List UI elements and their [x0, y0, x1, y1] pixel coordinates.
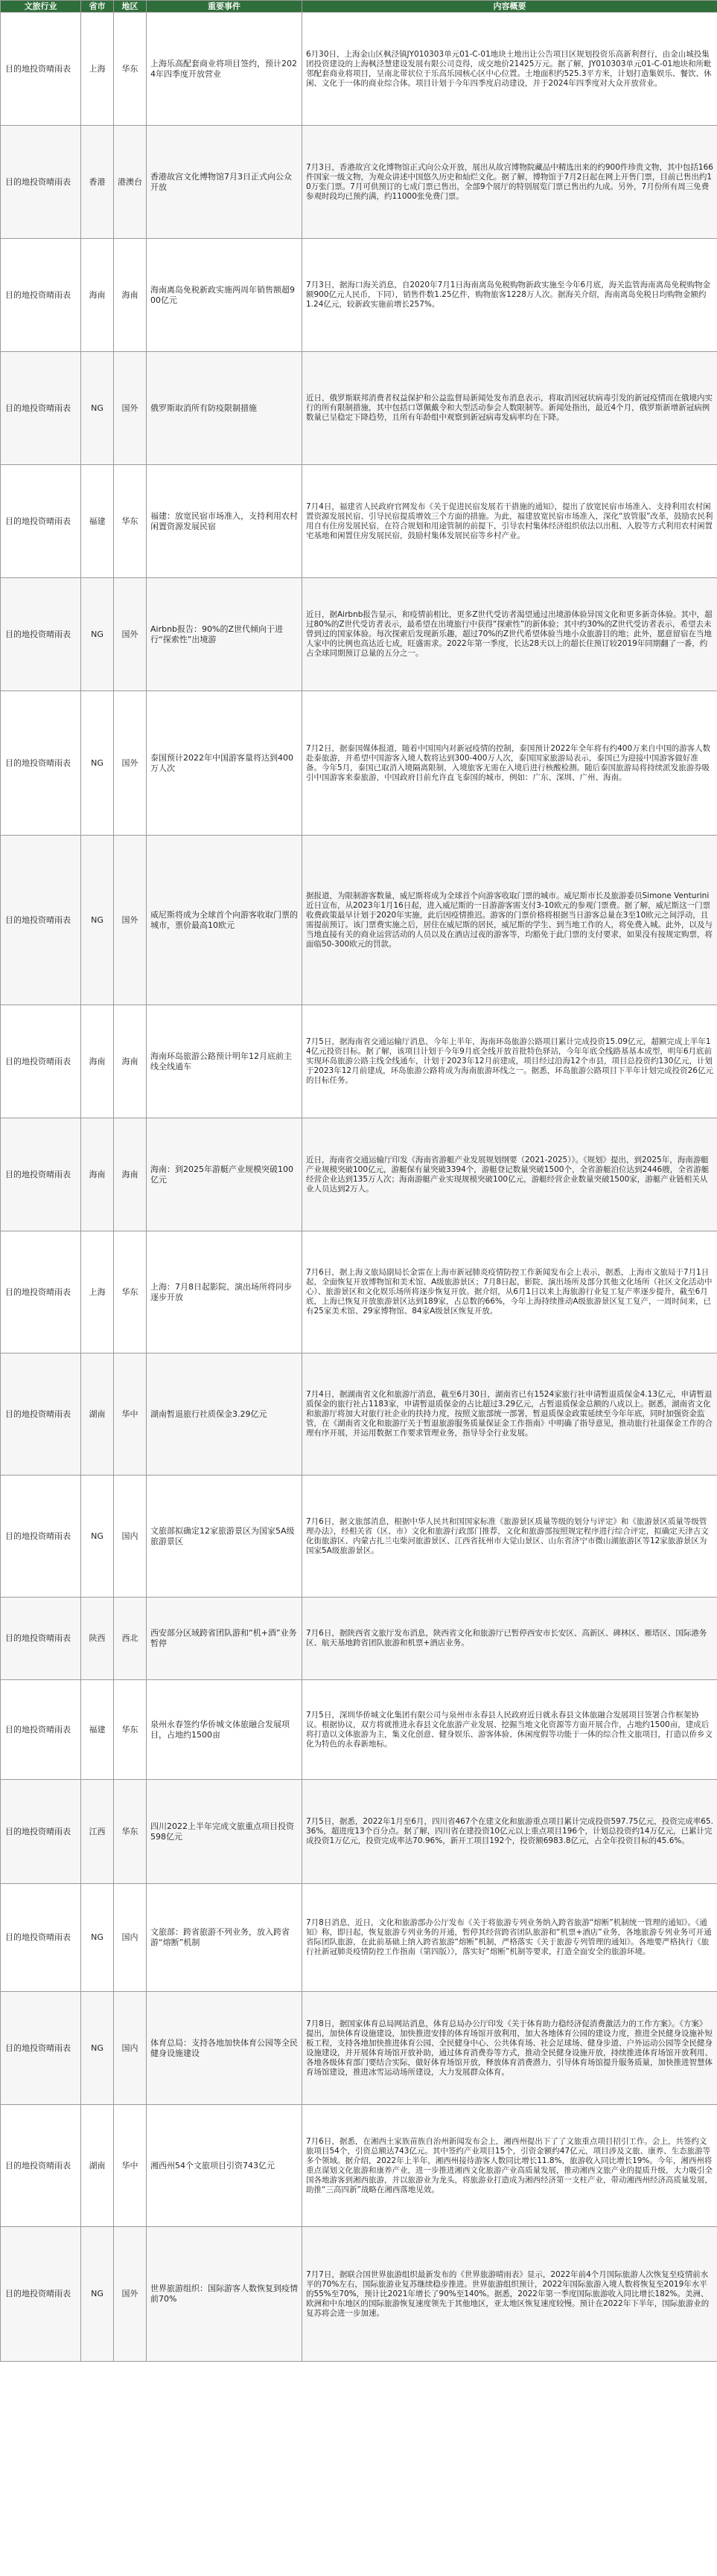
table-row: [1, 13, 717, 126]
row-content: 7月6日，据文旅部消息，根据中华人民共和国国家标准《旅游景区质量等级的划分与评定》和《旅游景区质量等级管理办法》，经相关省（区、市）文化和旅游行政部门推荐，文化和旅游部按照规定程序进行综合评定，拟确定天津古文化街旅游区、内蒙古扎兰屯柴河旅游景区、江西省抚州市大觉山景区、山东省济宁市微山湖旅游区等12家旅游景区为国家5A级旅游景区。: [302, 1476, 717, 1598]
table-row: [1, 1118, 717, 1231]
row-tag: 目的地投资晴雨表: [1, 2227, 81, 2362]
row-event: 文旅部拟确定12家旅游景区为国家5A级旅游景区: [147, 1476, 302, 1598]
row-event: Airbnb报告：90%的Z世代倾向于进行“探索性”出境游: [147, 578, 302, 691]
row-event: 湖南暂退旅行社质保金3.29亿元: [147, 1353, 302, 1476]
row-content: 近日，据Airbnb报告显示，和疫情前相比，更多Z世代受访者渴望通过出境游体验异国文化和更多新奇体验。其中，超过80%的Z世代受访者表示，最希望在出境旅行中获得“探索性”的新体验；其中约30%的Z世代受访者表示，希望去未曾到过的国家体验。每次探索后发现新乐趣，超过70%的Z世代希望体验当地小众旅游目的地；此外，愿意留宿在当地人家中的比例也高达近七成，旺盛需求。2022年第一季度，长达28天以上的超长住预订较2019年同期翻了一番，约占全球同期预订总量的五分之一。: [302, 578, 717, 691]
row-event: 福建：放宽民宿市场准入，支持利用农村闲置资源发展民宿: [147, 465, 302, 578]
row-region: 国内: [114, 1992, 147, 2105]
table-row: [1, 239, 717, 352]
row-content: 7月8日消息，近日，文化和旅游部办公厅发布《关于将旅游专列业务纳入跨省旅游“熔断”机制统一管理的通知》。《通知》称，即日起，恢复旅游专列业务的开通，暂停其经营跨省团队旅游和“机票+酒店”业务，各地旅游专列业务可开通省际团队旅游，在此前基础上纳入跨省旅游“熔断”机制，严格落实《关于旅游专列管理的通知》。各地要严格执行《旅行社新冠肺炎疫情防控工作指南（第四版）》，落实好“熔断”机制等要求，打造全面安全的旅游环境。: [302, 1884, 717, 1992]
row-content: 7月4日，据湖南省文化和旅游厅消息，截至6月30日，湖南省已有1524家旅行社申请暂退质保金4.13亿元，申请暂退质保金的旅行社占1183家，申请暂退质保金的占比超过3.29亿元，占暂退质保金总额的八成以上。据悉，湖南省文化和旅游厅将加大对旅行社企业的扶持力度，按照文旅部统一部署，暂退质保金政策延续至今年年底，同时加强资金监管，在《湖南省文化和旅游厅关于暂退旅游服务质量保证金工作指南》中明确了指导意见，推动旅行社退保金工作的合理有序开展，并运用数据工作要求管理业务，指导导全行业发展。: [302, 1353, 717, 1476]
header-tag: 文旅行业: [1, 1, 81, 13]
row-event: 西安部分区域跨省团队游和“机+酒”业务暂停: [147, 1598, 302, 1680]
row-tag: 目的地投资晴雨表: [1, 1680, 81, 1780]
row-province: NG: [81, 1476, 114, 1598]
row-content: 7月4日，福建省人民政府官网发布《关于促进民宿发展若干措施的通知》，提出了放宽民宿市场准入、支持利用农村闲置资源发展民宿、引导民宿提质增效三个方面的措施。为此，福建放宽民宿市场准入，深化“放管服”改革，鼓励农民利用自有住房发展民宿，在符合规划和用途管制的前提下，引导农村集体经济组织依法以出租、入股等方式利用农村闲置宅基地和闲置住房发展民宿，鼓励村集体发展民宿等乡村产业。: [302, 465, 717, 578]
table-row: [1, 465, 717, 578]
row-content: 7月2日，据泰国媒体报道，随着中国国内对新冠疫情的控制，泰国预计2022年全年将有约400万来自中国的游客人数赴泰旅游，并希望中国游客入境人数将达到300-400万人次，泰国国家旅游局表示，泰国已为迎接中国游客做好准备。今年5月，泰国已取消入境隔离限制，入境旅客无需在入境后进行核酸检测。随后泰国旅游局将持续派发旅游券吸引中国游客来泰旅游，中国政府目前允许直飞泰国的城市，例如：广东、深圳、广州、海南。: [302, 691, 717, 836]
row-province: 福建: [81, 1680, 114, 1780]
row-region: 国外: [114, 836, 147, 1005]
row-region: 华东: [114, 1780, 147, 1884]
row-region: 海南: [114, 239, 147, 352]
row-tag: 目的地投资晴雨表: [1, 239, 81, 352]
row-tag: 目的地投资晴雨表: [1, 2105, 81, 2227]
row-content: 7月6日，据上海文旅局副局长金雷在上海市新冠肺炎疫情防控工作新闻发布会上表示，据悉，上海市文旅局于7月1日起，全面恢复开放博物馆和美术馆、A级旅游景区；7月8日起，影院、演出场所及部分其他文化场所（社区文化活动中心）、旅游景区和文化娱乐场所将逐步恢复开放。据介绍，从6月1日以来上海旅游行业复工复产率逐步提升，截至6月底，上海已恢复开放旅游景区达到189家，占总数的66%，今年上海持续推动A级旅游景区复工复产，一周时间来，已有25家美术馆、29家博物馆、84家A级景区恢复开放。: [302, 1231, 717, 1353]
row-content: 据报道，为限制游客数量，威尼斯将成为全球首个向游客收取门票的城市。威尼斯市长及旅游委员Simone Venturini近日宣布，从2023年1月16日起，进入威尼斯的一日游游客需支付3-10欧元的参观门票费。据了解，威尼斯这一门票收费政策最早计划于2020年实施，此后因疫情推迟。游客的门票价格将根据当日游客总量在3至10欧元之间浮动，且需提前预订。该门票费实施之后，居住在威尼斯的居民，威尼斯的学生、到当地工作的人，将免费入城。此外，以及与当地直接有关的商业运营活动的人员以及在酒店过夜的游客等，均豁免于此门票的支付要求，如果没有按规定购票，将面临50-300欧元的罚款。: [302, 836, 717, 1005]
table-row: [1, 836, 717, 1005]
table-row: [1, 1884, 717, 1992]
table-row: [1, 1992, 717, 2105]
row-event: 泰国预计2022年中国游客量将达到400万人次: [147, 691, 302, 836]
row-province: 海南: [81, 1005, 114, 1118]
row-content: 7月8日，据国家体育总局网站消息，体育总局办公厅印发《关于体育助力稳经济促消费激活力的工作方案》。《方案》提出，加快体育设施建设，加快推进安排的体育场馆开放利用，加大各地体育公园的建设力度，推进全民健身设施补短板工程，支持各地加快推进体育公园、全民健身中心、公共体育场、社会足球场、健身步道、户外运动公园等全民健身设施建设，并开展体育场馆开放补助，通过体育消费券等方式，推动全民健身设施开放，持续推进体育场馆开放利用、各地各级体育部门要结合实际，做好体育场馆开放，释放体育消费潜力，引导体育场馆提升服务质量，加快推进智慧体育场馆建设，推进冰雪运动场所建设，大力发展群众体育。: [302, 1992, 717, 2105]
row-tag: 目的地投资晴雨表: [1, 1476, 81, 1598]
row-province: NG: [81, 2227, 114, 2362]
row-content: 7月5日，据悉，2022年1月至6月，四川省467个在建文化和旅游重点项目累计完成投资597.75亿元，投资完成率65.36%，超进度13个百分点。据了解，四川省在建投资10亿元以上重点项目196个，计划总投资约14万亿元，已累计完成投资1万亿元，投资完成率达70.96%，新开工项目192个，投资额6983.8亿元，占全年投资目标的45.6%。: [302, 1780, 717, 1884]
row-province: 海南: [81, 239, 114, 352]
table-row: [1, 1353, 717, 1476]
row-tag: 目的地投资晴雨表: [1, 1884, 81, 1992]
row-region: 海南: [114, 1118, 147, 1231]
row-region: 港澳台: [114, 126, 147, 239]
row-province: NG: [81, 578, 114, 691]
row-tag: 目的地投资晴雨表: [1, 126, 81, 239]
table-row: [1, 2105, 717, 2227]
row-event: 上海乐高配套商业将项目签约，预计2024年四季度开放营业: [147, 13, 302, 126]
row-tag: 目的地投资晴雨表: [1, 465, 81, 578]
row-tag: 目的地投资晴雨表: [1, 1005, 81, 1118]
row-tag: 目的地投资晴雨表: [1, 691, 81, 836]
row-content: 7月6日，据陕西省文旅厅发布消息，陕西省文化和旅游厅已暂停西安市长安区、高新区、碑林区、雁塔区、国际港务区、航天基地跨省团队旅游和机票+酒店业务。: [302, 1598, 717, 1680]
table-row: [1, 1476, 717, 1598]
row-tag: 目的地投资晴雨表: [1, 1598, 81, 1680]
row-province: 陕西: [81, 1598, 114, 1680]
table-row: [1, 578, 717, 691]
row-event: 威尼斯将成为全球首个向游客收取门票的城市，票价最高10欧元: [147, 836, 302, 1005]
row-event: 世界旅游组织：国际游客人数恢复到疫情前70%: [147, 2227, 302, 2362]
row-province: 福建: [81, 465, 114, 578]
header-province: 省市: [81, 1, 114, 13]
row-content: 7月5日，深圳华侨城文化集团有限公司与泉州市永春县人民政府近日就永春县文体旅融合发展项目签署合作框架协议。根据协议，双方将就推进永春县文化旅游产业发展、挖掘当地文化资源等方面开展合作，占地约1500亩，建成后将打造以文体旅游为主，集文化创意、健身娱乐、游客体验、休闲度假等功能于一体的综合性文旅项目，打造以侨乡文化为特色的永春新地标。: [302, 1680, 717, 1780]
row-province: NG: [81, 691, 114, 836]
row-region: 华东: [114, 1231, 147, 1353]
row-region: 华东: [114, 465, 147, 578]
row-event: 泉州永春签约华侨城文体旅融合发展项目，占地约1500亩: [147, 1680, 302, 1780]
header-event: 重要事件: [147, 1, 302, 13]
row-region: 国外: [114, 2227, 147, 2362]
row-tag: 目的地投资晴雨表: [1, 836, 81, 1005]
row-tag: 目的地投资晴雨表: [1, 1353, 81, 1476]
table-row: [1, 352, 717, 465]
row-event: 海南环岛旅游公路预计明年12月底前主线全线通车: [147, 1005, 302, 1118]
row-event: 湘西州54个文旅项目引资743亿元: [147, 2105, 302, 2227]
row-content: 7月7日，据联合国世界旅游组织最新发布的《世界旅游晴雨表》显示，2022年前4个月国际旅游人次恢复至疫情前水平的70%左右，国际旅游业复苏继续稳步推进。世界旅游组织预计，2022年国际旅游入境人数将恢复至2019年水平的55%至70%，预计比2021年增长了90%至140%。据悉，2022年第一季度国际旅游收入同比增长182%。美洲、欧洲和中东地区的国际旅游恢复速度领先于其他地区，亚太地区恢复速度较慢。预计在2022年下半年，国际旅游业的复苏将会进一步加速。: [302, 2227, 717, 2362]
row-province: 上海: [81, 1231, 114, 1353]
row-tag: 目的地投资晴雨表: [1, 1992, 81, 2105]
row-content: 近日，俄罗斯联邦消费者权益保护和公益监督局新闻处发布消息表示，将取消因冠状病毒引发的新冠疫情而在俄境内实行的所有限制措施，其中包括口罩佩戴令和大型活动参会人数限制等。新闻处指出，最近4个月，俄罗斯新增新冠病例数量已呈稳定下降趋势，且所有年龄组中观察到新冠病毒发病率均在下降。: [302, 352, 717, 465]
row-event: 俄罗斯取消所有防疫限制措施: [147, 352, 302, 465]
table-row: [1, 126, 717, 239]
row-tag: 目的地投资晴雨表: [1, 352, 81, 465]
row-province: NG: [81, 1992, 114, 2105]
row-content: 7月3日，据海口海关消息，自2020年7月1日海南离岛免税购物新政实施至今年6月底，海关监管海南离岛免税购物金额900亿元人民币，下同），销售件数1.25亿件，购物旅客1228万人次。据海关介绍，海南离岛免税日均购物金额约1.24亿元，较新政实施前增长257%。: [302, 239, 717, 352]
row-tag: 目的地投资晴雨表: [1, 1780, 81, 1884]
row-event: 四川2022上半年完成文旅重点项目投资598亿元: [147, 1780, 302, 1884]
row-region: 华中: [114, 2105, 147, 2227]
row-tag: 目的地投资晴雨表: [1, 1231, 81, 1353]
row-content: 7月3日，香港故宫文化博物馆正式向公众开放，展出从故宫博物院藏品中精选出来的约900件珍贵文物，其中包括166件国家一级文物，为观众讲述中国悠久历史和灿烂文化。据了解，博物馆于7月2日起在网上开售门票，目前已售出约10万张门票。7月可供预订的七成门票已售出，全部9个展厅的特别展览门票已售出约九成。另外，7月份所有周三免费参观时段均已预约满，约11000张免费门票。: [302, 126, 717, 239]
row-region: 国外: [114, 578, 147, 691]
row-province: 上海: [81, 13, 114, 126]
table-body: [1, 13, 717, 2362]
row-tag: 目的地投资晴雨表: [1, 578, 81, 691]
table-row: [1, 1598, 717, 1680]
table-row: [1, 1780, 717, 1884]
header-region: 地区: [114, 1, 147, 13]
header-content: 内容概要: [302, 1, 717, 13]
row-region: 国外: [114, 352, 147, 465]
row-province: 湖南: [81, 1353, 114, 1476]
row-province: NG: [81, 836, 114, 1005]
row-province: 海南: [81, 1118, 114, 1231]
row-province: 香港: [81, 126, 114, 239]
row-content: 7月6日，据悉，在湘西土家族苗族自治州新闻发布会上，湘西州提出下了了文旅重点项目招引工作。会上，共签约文旅项目54个，引资总额达743亿元。其中签约产业项目15个，引资金额约47亿元，项目涉及文旅、康养、生态旅游等多个领域。据介绍，2022年上半年，湘西州接待游客人数同比增长11.8%，旅游收入同比增长19%。今年，湘西州将重点谋划文化旅游和康养产业，进一步推进湘西文化旅游产业高质量发展，推动湘西文旅产业的提质升级，大力吸引全国各地游客到湘西旅游，并以旅游业为龙头，将旅游业打造成为湘西经济第一支柱产业，带动湘西州经济高质量发展，助推“三高四新”战略在湘西落地见效。: [302, 2105, 717, 2227]
row-region: 国内: [114, 1476, 147, 1598]
row-tag: 目的地投资晴雨表: [1, 1118, 81, 1231]
table-row: [1, 691, 717, 836]
row-region: 海南: [114, 1005, 147, 1118]
row-event: 海南：到2025年游艇产业规模突破100亿元: [147, 1118, 302, 1231]
row-tag: 目的地投资晴雨表: [1, 13, 81, 126]
row-region: 华中: [114, 1353, 147, 1476]
row-event: 文旅部：跨省旅游不列业务，放入跨省游“熔断”机制: [147, 1884, 302, 1992]
row-event: 上海：7月8日起影院、演出场所将同步逐步开放: [147, 1231, 302, 1353]
row-region: 华东: [114, 13, 147, 126]
row-event: 海南离岛免税新政实施两周年销售额超900亿元: [147, 239, 302, 352]
row-region: 国外: [114, 691, 147, 836]
table-row: [1, 1005, 717, 1118]
table-row: [1, 1231, 717, 1353]
row-event: 体育总局：支持各地加快体育公园等全民健身设施建设: [147, 1992, 302, 2105]
table-header-row: [1, 1, 717, 13]
table-row: [1, 2227, 717, 2362]
table-row: [1, 1680, 717, 1780]
row-region: 华东: [114, 1680, 147, 1780]
row-content: 近日，海南省交通运输厅印发《海南省游艇产业发展规划纲要（2021-2025）》。《规划》提出，到2025年，海南游艇产业规模突破100亿元，游艇保有量突破3394个，游艇登记数量突破1500个，全省游艇泊位达到2446艘，全省游艇经营企业达到135万人次；海南游艇产业实现规模突破100亿元，游艇经营企业数量突破1500家，游艇产业链相关从业人员达到2万人。: [302, 1118, 717, 1231]
row-content: 7月5日，据海南省交通运输厅消息，今年上半年，海南环岛旅游公路项目累计完成投资15.09亿元，超额完成上半年14亿元投资目标。据了解，该项目计划于今年9月底全线开放首批特色驿站，今年年底全线路基基本成型，明年6月底前实现环岛旅游公路主线全线通车，计划于2023年12月前建成，项目经过沿海12个市县，项目总投资约130亿元，计划于2023年12月前建成，环岛旅游公路将成为海南旅游环线之一。据悉，环岛旅游公路项目下半年计划完成投资26亿元的目标任务。: [302, 1005, 717, 1118]
row-province: 江西: [81, 1780, 114, 1884]
row-event: 香港故宫文化博物馆7月3日正式向公众开放: [147, 126, 302, 239]
row-region: 西北: [114, 1598, 147, 1680]
row-province: 湖南: [81, 2105, 114, 2227]
row-content: 6月30日，上海金山区枫泾镇JY010303单元01-C-01地块土地出让公告项目区规划投资乐高新利督行，由金山城投集团投资建设的上海枫泾慧建设发展有限公司竞得，成交地价21425万元。据了解，JY010303单元01-C-01地块和所毗邻配套商业将项目，呈南北带状位于乐高乐园核心区中心位置。土地面积约525.3平方米，计划打造集娱乐、餐饮、休闲、文化于一体的商业综合体。项目计划于今年四季度启动建设，并于2024年四季度对大众开放营业。: [302, 13, 717, 126]
row-province: NG: [81, 352, 114, 465]
row-province: NG: [81, 1884, 114, 1992]
row-region: 国内: [114, 1884, 147, 1992]
